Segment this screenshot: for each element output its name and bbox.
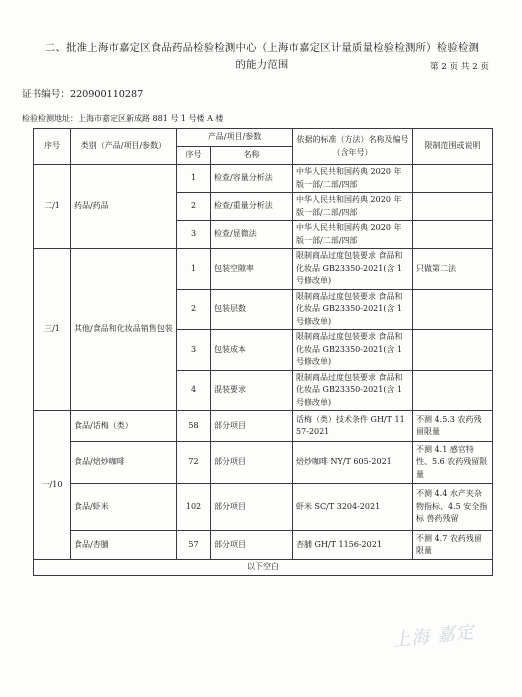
item-no-cell: 4 [177, 370, 211, 411]
limit-cell: 不测 4.4 水产夹杂物指标、4.5 安全指标 兽药残留 [413, 484, 493, 531]
group-seq-cell: 三/1 [34, 249, 71, 411]
item-name-cell: 检查/重量分析法 [211, 193, 293, 221]
item-no-cell: 58 [177, 411, 211, 442]
standard-cell: 焙炒咖啡 NY/T 605-2021 [293, 442, 413, 484]
standard-cell: 限制商品过度包装要求 食品和化妆品 GB23350-2021(含 1 号修改单) [293, 289, 413, 330]
heading-line-2: 的能力范围 [235, 59, 289, 71]
item-no-cell: 2 [177, 289, 211, 330]
document-heading [32, 40, 492, 74]
standard-cell: 限制商品过度包装要求 食品和化妆品 GB23350-2021(含 1 号修改单) [293, 330, 413, 371]
item-no-cell: 3 [177, 330, 211, 371]
table-row [34, 531, 493, 560]
header-sub-seq: 序号 [177, 147, 211, 165]
header-seq: 序号 [34, 129, 71, 165]
item-name-cell: 部分项目 [211, 411, 293, 442]
header-product-group: 产品/项目/参数 [177, 129, 293, 147]
limit-cell [413, 193, 493, 221]
item-no-cell: 102 [177, 484, 211, 531]
cert-label: 证书编号： [22, 89, 70, 100]
address-label: 检验检测地址： [22, 114, 78, 123]
item-no-cell: 2 [177, 193, 211, 221]
limit-cell [413, 289, 493, 330]
heading-line-1: 二、批准上海市嘉定区食品药品检验检测中心（上海市嘉定区计量质量检验检测所）检验检测 [44, 42, 480, 54]
limit-cell: 不测 4.5.3 农药残留限量 [413, 411, 493, 442]
address-value: 上海市嘉定区新成路 881 号 1 号楼 A 楼 [78, 114, 224, 123]
limit-cell: 不测 4.7 农药残留限量 [413, 531, 493, 560]
closing-note: 以下空白 [34, 560, 493, 576]
cert-value: 220900110287 [69, 89, 144, 100]
item-name-cell: 部分项目 [211, 484, 293, 531]
certificate-number [22, 86, 143, 100]
table-row [34, 165, 493, 193]
item-name-cell: 检查/容量分析法 [211, 165, 293, 193]
table-row [34, 442, 493, 484]
food-category-cell: 食品/虾米 [71, 484, 177, 531]
table-row [34, 411, 493, 442]
standard-cell: 中华人民共和国药典 2020 年版一部/二部/四部 [293, 193, 413, 221]
group-category-cell: 药品/药品 [71, 165, 177, 249]
item-name-cell: 检查/显微法 [211, 221, 293, 249]
item-name-cell: 混装要求 [211, 370, 293, 411]
standard-cell: 限制商品过度包装要求 食品和化妆品 GB23350-2021(含 1 号修改单) [293, 249, 413, 290]
standard-cell: 虾米 SC/T 3204-2021 [293, 484, 413, 531]
item-no-cell: 3 [177, 221, 211, 249]
item-name-cell: 包装成本 [211, 330, 293, 371]
item-name-cell: 包装空隙率 [211, 249, 293, 290]
page-number: 第 2 页 共 2 页 [430, 62, 489, 72]
item-no-cell: 1 [177, 165, 211, 193]
group-seq-cell: 二/1 [34, 165, 71, 249]
standard-cell: 中华人民共和国药典 2020 年版一部/二部/四部 [293, 221, 413, 249]
item-no-cell: 1 [177, 249, 211, 290]
table-row [34, 484, 493, 531]
item-no-cell: 72 [177, 442, 211, 484]
item-name-cell: 部分项目 [211, 442, 293, 484]
header-limit: 限制范围或说明 [413, 129, 493, 165]
item-no-cell: 57 [177, 531, 211, 560]
test-address [22, 113, 223, 124]
limit-cell [413, 330, 493, 371]
standard-cell: 中华人民共和国药典 2020 年版一部/二部/四部 [293, 165, 413, 193]
limit-cell [413, 370, 493, 411]
group-category-cell: 其他/食品和化妆品销售包装 [71, 249, 177, 411]
item-name-cell: 部分项目 [211, 531, 293, 560]
standard-cell: 话梅（类）技术条件 GH/T 1157-2021 [293, 411, 413, 442]
food-category-cell: 食品/杏脯 [71, 531, 177, 560]
standard-cell: 限制商品过度包装要求 食品和化妆品 GB23350-2021(含 1 号修改单) [293, 370, 413, 411]
capability-scope-table [33, 128, 493, 576]
header-standard: 依据的标准（方法）名称及编号（含年号） [293, 129, 413, 165]
header-name: 名称 [211, 147, 293, 165]
limit-cell [413, 165, 493, 193]
header-category: 类别（产品/项目/参数） [71, 129, 177, 165]
item-name-cell: 包装层数 [211, 289, 293, 330]
table-row [34, 249, 493, 290]
limit-cell [413, 221, 493, 249]
food-group-seq-cell: 一/10 [34, 411, 71, 560]
limit-cell: 不测 4.1 感官特性、5.6 农药残留限量 [413, 442, 493, 484]
watermark-stamp: 上海 嘉定 [391, 621, 476, 652]
food-category-cell: 食品/话梅（类） [71, 411, 177, 442]
limit-cell: 只做第二法 [413, 249, 493, 290]
standard-cell: 杏脯 GH/T 1156-2021 [293, 531, 413, 560]
food-category-cell: 食品/焙炒咖啡 [71, 442, 177, 484]
